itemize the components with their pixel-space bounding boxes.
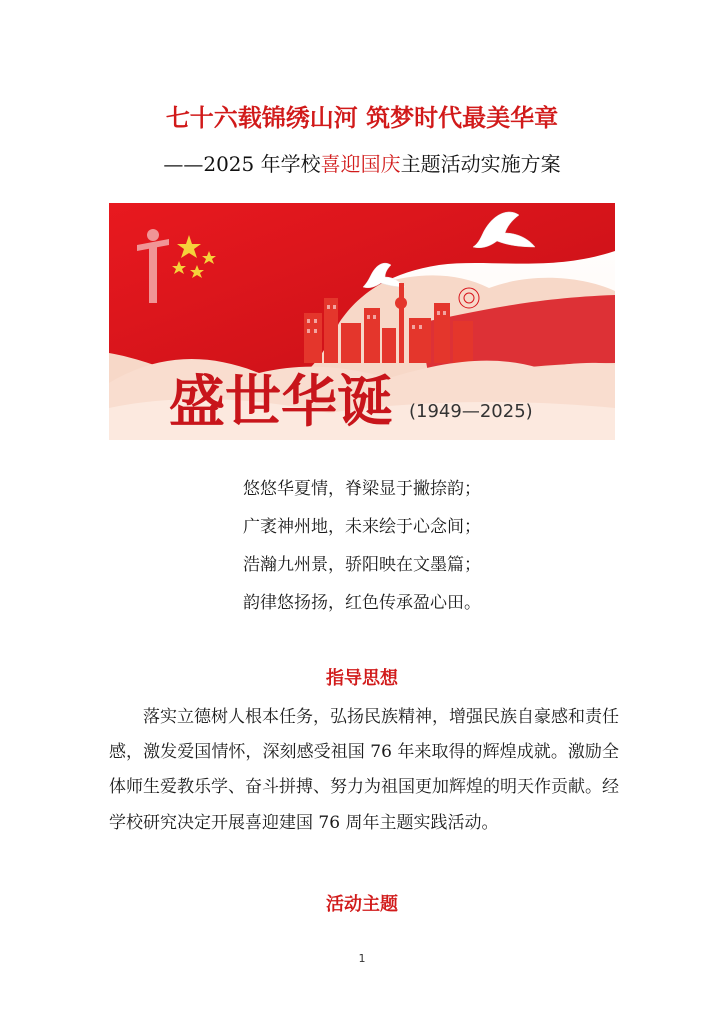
- banner-years-text: (1949—2025): [409, 401, 533, 422]
- poem-line: 广袤神州地，未来绘于心念间；: [243, 517, 481, 537]
- subtitle-suffix: 主题活动实施方案: [400, 152, 561, 176]
- banner-years: 1949—2025: [416, 401, 526, 422]
- poem-line: 悠悠华夏情，脊梁显于撇捺韵；: [243, 479, 481, 499]
- poem-line: 韵律悠扬扬，红色传承盈心田。: [243, 593, 481, 613]
- poem-line: 浩瀚九州景，骄阳映在文墨篇；: [243, 555, 481, 575]
- subtitle-highlight: 喜迎国庆: [320, 152, 401, 176]
- section-body-guiding-thought: [109, 700, 619, 841]
- section-heading-guiding-thought: 指导思想: [326, 668, 398, 689]
- banner-image: [109, 203, 615, 440]
- banner-main-text: 盛世华诞: [169, 372, 393, 434]
- document-title: 七十六载锦绣山河 筑梦时代最美华章: [165, 104, 559, 132]
- subtitle-prefix: ——2025 年学校: [163, 152, 321, 176]
- section-heading-activity-theme: 活动主题: [326, 894, 398, 915]
- page-number: 1: [358, 952, 366, 965]
- poem: [0, 470, 724, 622]
- paragraph: 落实立德树人根本任务，弘扬民族精神，增强民族自豪感和责任感，激发爱国情怀，深刻感受祖国 76 年来取得的辉煌成就。激励全体师生爱教乐学、奋斗拼搏、努力为祖国更加辉煌的明天作贡献。经学校研究决定开展喜迎建国 76 周年主题实践活动。: [109, 707, 619, 833]
- document-subtitle: [0, 148, 724, 177]
